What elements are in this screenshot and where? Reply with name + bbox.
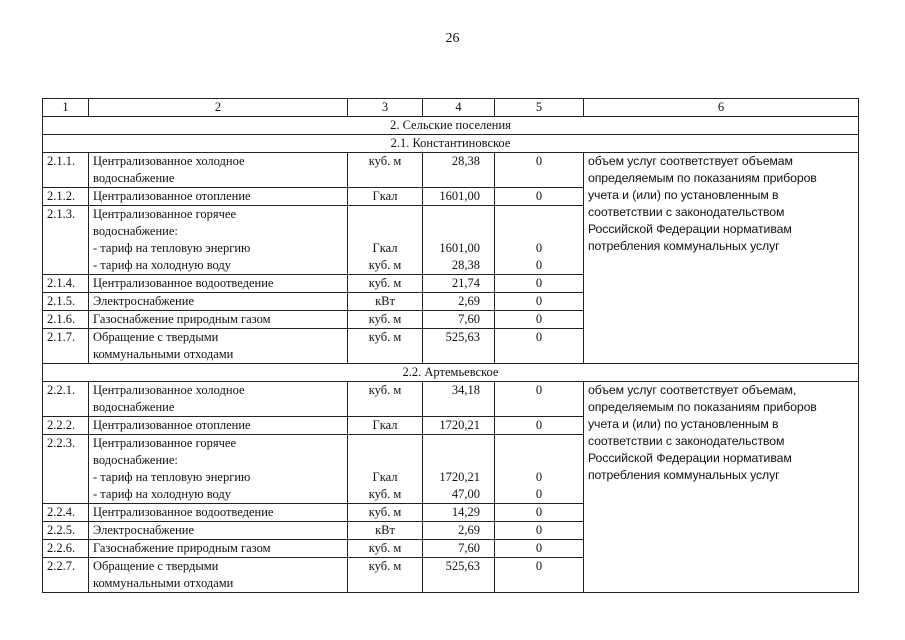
unit-line: Гкал xyxy=(372,470,398,484)
unit-line: Гкал xyxy=(372,189,398,203)
price-cell xyxy=(423,275,495,293)
value-cell xyxy=(495,311,584,329)
price-line: 1720,21 xyxy=(439,418,480,432)
note-line: учета и (или) по установленным в xyxy=(588,417,779,431)
unit-cell xyxy=(348,275,423,293)
value-line xyxy=(499,435,579,452)
row-number: 2.2.1. xyxy=(43,382,89,417)
service-name-line: водоснабжение: xyxy=(93,224,178,238)
value-cell xyxy=(495,558,584,593)
price-line: 14,29 xyxy=(451,505,480,519)
service-name xyxy=(89,153,348,188)
unit-line: куб. м xyxy=(368,330,402,344)
service-name-line: Централизованное отопление xyxy=(93,189,251,203)
note-line: объем услуг соответствует объемам xyxy=(588,154,793,168)
header-cell: 6 xyxy=(584,99,859,117)
header-cell: 3 xyxy=(348,99,423,117)
note-line: потребления коммунальных услуг xyxy=(588,239,780,253)
price-line: 7,60 xyxy=(458,541,480,555)
unit-line: куб. м xyxy=(368,258,402,272)
service-name xyxy=(89,188,348,206)
value-line: 0 xyxy=(535,330,543,344)
unit-cell xyxy=(348,382,423,417)
table-row xyxy=(43,382,859,417)
unit-line: кВт xyxy=(375,294,395,308)
price-line: 525,63 xyxy=(445,330,480,344)
value-cell xyxy=(495,504,584,522)
note-line: Российской Федерации нормативам xyxy=(588,222,792,236)
service-name-line: Централизованное отопление xyxy=(93,418,251,432)
service-name xyxy=(89,558,348,593)
note-line: Российской Федерации нормативам xyxy=(588,451,792,465)
header-cell: 1 xyxy=(43,99,89,117)
unit-cell xyxy=(348,206,423,275)
service-name xyxy=(89,329,348,364)
row-number: 2.2.5. xyxy=(43,522,89,540)
price-line: 21,74 xyxy=(451,276,480,290)
service-name xyxy=(89,540,348,558)
subsection-title: 2.1. Константиновское xyxy=(43,135,859,153)
unit-line: Гкал xyxy=(372,418,398,432)
price-cell xyxy=(423,188,495,206)
service-name-line: Электроснабжение xyxy=(93,523,194,537)
value-line: 0 xyxy=(535,470,543,484)
service-name-line: - тариф на холодную воду xyxy=(93,487,232,501)
row-number: 2.1.7. xyxy=(43,329,89,364)
unit-line: куб. м xyxy=(368,312,402,326)
service-name-line: Централизованное водоотведение xyxy=(93,276,274,290)
value-cell xyxy=(495,275,584,293)
price-cell xyxy=(423,540,495,558)
service-name-line: Обращение с твердыми xyxy=(93,330,219,344)
note-line: потребления коммунальных услуг xyxy=(588,468,780,482)
service-name-line: Газоснабжение природным газом xyxy=(93,312,271,326)
price-cell xyxy=(423,435,495,504)
value-cell xyxy=(495,293,584,311)
value-cell xyxy=(495,540,584,558)
value-line: 0 xyxy=(535,559,543,573)
value-line: 0 xyxy=(535,189,543,203)
value-cell xyxy=(495,206,584,275)
service-name xyxy=(89,206,348,275)
section-title: 2. Сельские поселения xyxy=(43,117,859,135)
tariff-table xyxy=(42,98,859,593)
unit-cell xyxy=(348,540,423,558)
price-cell xyxy=(423,329,495,364)
header-cell: 4 xyxy=(423,99,495,117)
price-line xyxy=(427,206,490,223)
unit-line: куб. м xyxy=(368,487,402,501)
unit-line: кВт xyxy=(375,523,395,537)
service-name-line: водоснабжение: xyxy=(93,453,178,467)
service-name-line: - тариф на тепловую энергию xyxy=(93,241,251,255)
value-cell xyxy=(495,153,584,188)
service-name-line: водоснабжение xyxy=(93,171,175,185)
row-number: 2.2.4. xyxy=(43,504,89,522)
price-cell xyxy=(423,153,495,188)
value-cell xyxy=(495,522,584,540)
value-line: 0 xyxy=(535,276,543,290)
price-line: 1601,00 xyxy=(439,189,480,203)
subsection-title-row xyxy=(43,364,859,382)
note-line: объем услуг соответствует объемам, xyxy=(588,383,797,397)
unit-line xyxy=(352,452,418,469)
service-name-line: Централизованное холодное xyxy=(93,154,245,168)
unit-line: куб. м xyxy=(368,505,402,519)
unit-line: куб. м xyxy=(368,559,402,573)
unit-cell xyxy=(348,558,423,593)
service-name xyxy=(89,504,348,522)
note-line: соответствии с законодательством xyxy=(588,205,785,219)
price-cell xyxy=(423,522,495,540)
price-cell xyxy=(423,558,495,593)
row-number: 2.2.2. xyxy=(43,417,89,435)
service-name xyxy=(89,522,348,540)
value-line xyxy=(499,223,579,240)
value-cell xyxy=(495,435,584,504)
price-line: 525,63 xyxy=(445,559,480,573)
value-cell xyxy=(495,329,584,364)
row-number: 2.1.6. xyxy=(43,311,89,329)
value-line: 0 xyxy=(535,294,543,308)
price-line: 28,38 xyxy=(451,154,480,168)
service-name-line: Централизованное водоотведение xyxy=(93,505,274,519)
unit-cell xyxy=(348,417,423,435)
price-line: 7,60 xyxy=(458,312,480,326)
price-cell xyxy=(423,293,495,311)
table-header-row xyxy=(43,99,859,117)
price-line: 1601,00 xyxy=(439,241,480,255)
value-line: 0 xyxy=(535,505,543,519)
unit-line: куб. м xyxy=(368,383,402,397)
value-line: 0 xyxy=(535,487,543,501)
value-line: 0 xyxy=(535,383,543,397)
service-name-line: водоснабжение xyxy=(93,400,175,414)
subsection-title-row xyxy=(43,135,859,153)
row-number: 2.2.3. xyxy=(43,435,89,504)
unit-line: куб. м xyxy=(368,154,402,168)
note-cell xyxy=(584,382,859,593)
service-name-line: - тариф на тепловую энергию xyxy=(93,470,251,484)
price-cell xyxy=(423,206,495,275)
service-name-line: коммунальными отходами xyxy=(93,347,234,361)
unit-cell xyxy=(348,188,423,206)
subsection-title: 2.2. Артемьевское xyxy=(43,364,859,382)
service-name xyxy=(89,417,348,435)
unit-cell xyxy=(348,435,423,504)
value-line xyxy=(499,206,579,223)
price-cell xyxy=(423,504,495,522)
service-name xyxy=(89,435,348,504)
value-line: 0 xyxy=(535,241,543,255)
page-number: 26 xyxy=(445,31,460,46)
unit-cell xyxy=(348,311,423,329)
unit-line xyxy=(352,223,418,240)
table-row xyxy=(43,153,859,188)
note-line: определяемым по показаниям приборов xyxy=(588,400,817,414)
price-line: 47,00 xyxy=(451,487,480,501)
value-line xyxy=(499,452,579,469)
unit-line xyxy=(352,206,418,223)
price-cell xyxy=(423,311,495,329)
service-name-line: Централизованное холодное xyxy=(93,383,245,397)
service-name xyxy=(89,311,348,329)
value-line: 0 xyxy=(535,312,543,326)
service-name-line: Обращение с твердыми xyxy=(93,559,219,573)
unit-cell xyxy=(348,329,423,364)
price-line xyxy=(427,452,490,469)
unit-cell xyxy=(348,293,423,311)
service-name xyxy=(89,382,348,417)
header-cell: 2 xyxy=(89,99,348,117)
service-name xyxy=(89,293,348,311)
price-line: 2,69 xyxy=(458,294,480,308)
service-name-line: Электроснабжение xyxy=(93,294,194,308)
service-name-line: Централизованное горячее xyxy=(93,436,237,450)
note-line: соответствии с законодательством xyxy=(588,434,785,448)
unit-cell xyxy=(348,153,423,188)
value-cell xyxy=(495,188,584,206)
row-number: 2.1.1. xyxy=(43,153,89,188)
note-line: определяемым по показаниям приборов xyxy=(588,171,817,185)
note-cell xyxy=(584,153,859,364)
header-cell: 5 xyxy=(495,99,584,117)
value-cell xyxy=(495,417,584,435)
price-line: 34,18 xyxy=(451,383,480,397)
unit-line xyxy=(352,435,418,452)
service-name-line: коммунальными отходами xyxy=(93,576,234,590)
price-cell xyxy=(423,382,495,417)
section-title-row xyxy=(43,117,859,135)
row-number: 2.1.5. xyxy=(43,293,89,311)
service-name-line: Газоснабжение природным газом xyxy=(93,541,271,555)
value-line: 0 xyxy=(535,541,543,555)
unit-line: Гкал xyxy=(372,241,398,255)
row-number: 2.1.4. xyxy=(43,275,89,293)
unit-cell xyxy=(348,504,423,522)
price-cell xyxy=(423,417,495,435)
row-number: 2.1.3. xyxy=(43,206,89,275)
unit-cell xyxy=(348,522,423,540)
service-name-line: - тариф на холодную воду xyxy=(93,258,232,272)
value-line: 0 xyxy=(535,258,543,272)
row-number: 2.2.6. xyxy=(43,540,89,558)
unit-line: куб. м xyxy=(368,541,402,555)
row-number: 2.2.7. xyxy=(43,558,89,593)
service-name xyxy=(89,275,348,293)
value-line: 0 xyxy=(535,418,543,432)
unit-line: куб. м xyxy=(368,276,402,290)
value-line: 0 xyxy=(535,523,543,537)
price-line: 1720,21 xyxy=(439,470,480,484)
row-number: 2.1.2. xyxy=(43,188,89,206)
value-line: 0 xyxy=(535,154,543,168)
note-line: учета и (или) по установленным в xyxy=(588,188,779,202)
price-line xyxy=(427,435,490,452)
service-name-line: Централизованное горячее xyxy=(93,207,237,221)
value-cell xyxy=(495,382,584,417)
price-line: 28,38 xyxy=(451,258,480,272)
price-line: 2,69 xyxy=(458,523,480,537)
price-line xyxy=(427,223,490,240)
